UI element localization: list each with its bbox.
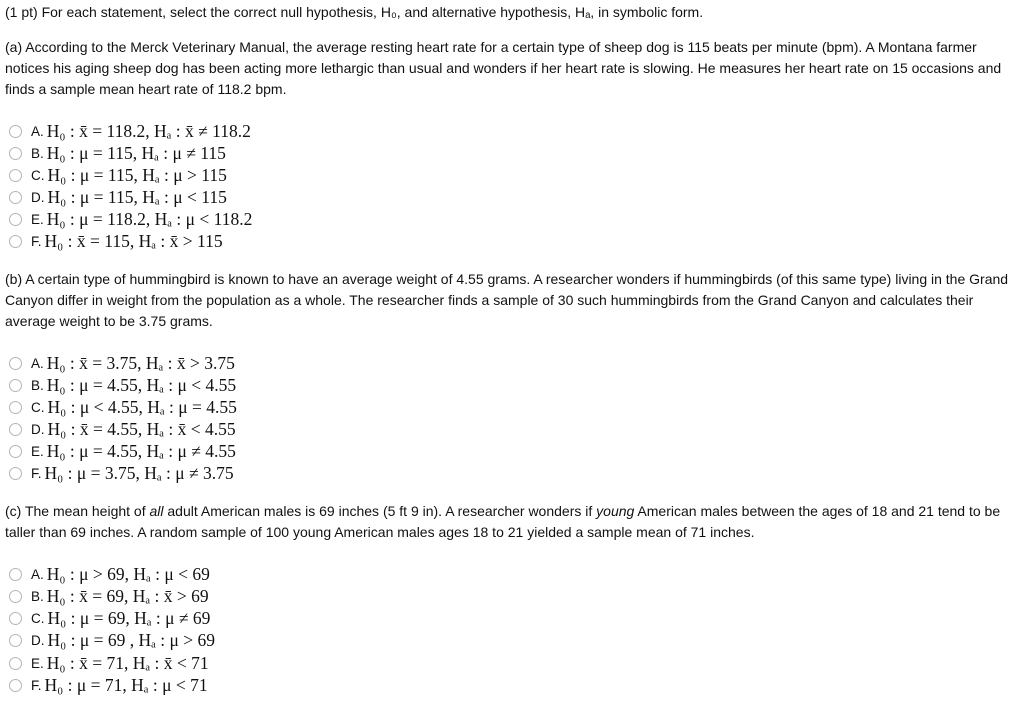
radio-button[interactable] — [9, 568, 22, 581]
part-a-prompt: (a) According to the Merck Veterinary Manual, the average resting heart rate for a certain type of sheep dog is 115 beats per minute (bpm). A Montana farmer notices his aging sheep dog has been acting more lethargic than usual and wonders if her heart rate is slowing. He measures her heart rate on 15 occasions and finds a sample mean heart rate of 118.2 bpm. — [5, 39, 1002, 97]
part-a-option-a[interactable]: A. H₀ : x̄ = 118.2, Hₐ : x̄ ≠ 118.2 — [9, 121, 251, 142]
part-c-option-d[interactable]: D. H₀ : μ = 69 , Hₐ : μ > 69 — [9, 630, 215, 651]
part-b-option-e[interactable]: E. H₀ : μ = 4.55, Hₐ : μ ≠ 4.55 — [9, 441, 236, 462]
part-c-prompt: (c) The mean height of all adult American males is 69 inches (5 ft 9 in). A researcher wonders if young American males between the ages of 18 and 21 tend to be taller than 69 inches. A random sample of 100 young American males ages 18 to 21 yielded a sample mean of 71 inches. — [5, 503, 1001, 540]
part-b-option-d[interactable]: D. H₀ : x̄ = 4.55, Hₐ : x̄ < 4.55 — [9, 419, 236, 440]
part-b-prompt: (b) A certain type of hummingbird is known to have an average weight of 4.55 grams. A researcher wonders if hummingbirds (of this same type) living in the Grand Canyon differ in weight from the population as a whole. The researcher finds a sample of 30 such hummingbirds from the Grand Canyon and calculates their average weight to be 3.75 grams. — [5, 271, 1009, 329]
part-c-option-f[interactable]: F. H₀ : μ = 71, Hₐ : μ < 71 — [9, 675, 208, 696]
question-header: (1 pt) For each statement, select the correct null hypothesis, H₀, and alternative hypothesis, Hₐ, in symbolic form. — [5, 4, 704, 20]
part-a-option-d[interactable]: D. H₀ : μ = 115, Hₐ : μ < 115 — [9, 187, 227, 208]
part-b-option-a[interactable]: A. H₀ : x̄ = 3.75, Hₐ : x̄ > 3.75 — [9, 353, 235, 374]
part-a-option-b[interactable]: B. H₀ : μ = 115, Hₐ : μ ≠ 115 — [9, 143, 226, 164]
radio-button[interactable] — [9, 147, 22, 160]
radio-button[interactable] — [9, 590, 22, 603]
part-a-option-c[interactable]: C. H₀ : μ = 115, Hₐ : μ > 115 — [9, 165, 227, 186]
radio-button[interactable] — [9, 401, 22, 414]
radio-button[interactable] — [9, 235, 22, 248]
radio-button[interactable] — [9, 467, 22, 480]
radio-button[interactable] — [9, 612, 22, 625]
part-c-option-a[interactable]: A. H₀ : μ > 69, Hₐ : μ < 69 — [9, 564, 210, 585]
radio-button[interactable] — [9, 423, 22, 436]
radio-button[interactable] — [9, 679, 22, 692]
radio-button[interactable] — [9, 445, 22, 458]
radio-button[interactable] — [9, 125, 22, 138]
part-c-option-b[interactable]: B. H₀ : x̄ = 69, Hₐ : x̄ > 69 — [9, 586, 209, 607]
radio-button[interactable] — [9, 379, 22, 392]
part-b-option-c[interactable]: C. H₀ : μ < 4.55, Hₐ : μ = 4.55 — [9, 397, 237, 418]
radio-button[interactable] — [9, 657, 22, 670]
part-a-option-f[interactable]: F. H₀ : x̄ = 115, Hₐ : x̄ > 115 — [9, 231, 223, 252]
part-c-option-c[interactable]: C. H₀ : μ = 69, Hₐ : μ ≠ 69 — [9, 608, 210, 629]
part-b-option-b[interactable]: B. H₀ : μ = 4.55, Hₐ : μ < 4.55 — [9, 375, 236, 396]
part-a-option-e[interactable]: E. H₀ : μ = 118.2, Hₐ : μ < 118.2 — [9, 209, 252, 230]
radio-button[interactable] — [9, 357, 22, 370]
part-b-option-f[interactable]: F. H₀ : μ = 3.75, Hₐ : μ ≠ 3.75 — [9, 463, 234, 484]
radio-button[interactable] — [9, 169, 22, 182]
radio-button[interactable] — [9, 634, 22, 647]
radio-button[interactable] — [9, 191, 22, 204]
radio-button[interactable] — [9, 213, 22, 226]
part-c-option-e[interactable]: E. H₀ : x̄ = 71, Hₐ : x̄ < 71 — [9, 653, 209, 674]
